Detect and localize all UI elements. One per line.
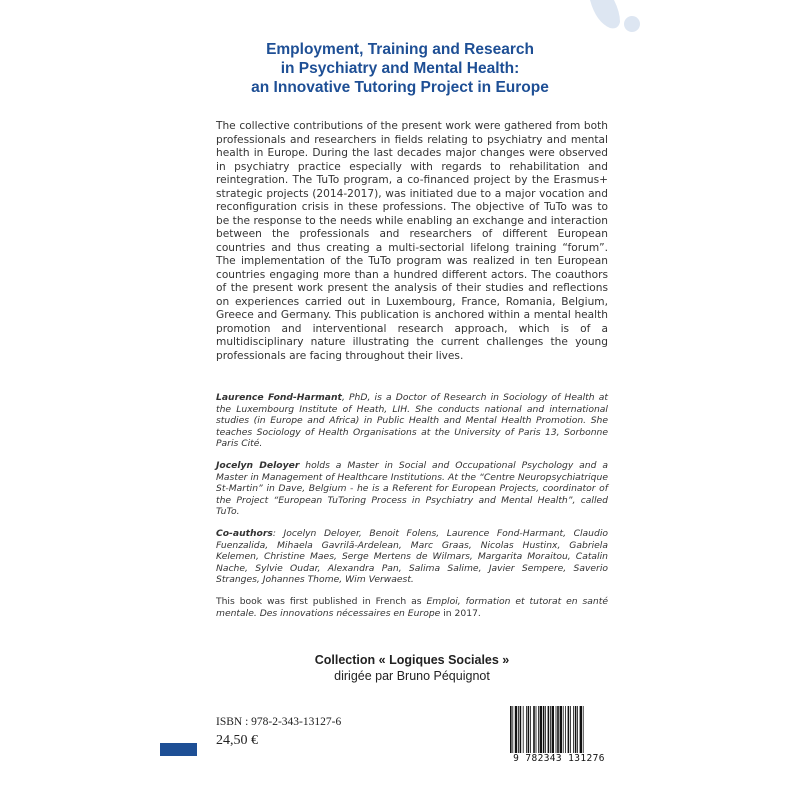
barcode-bar — [515, 706, 517, 754]
coauthors-text: : Jocelyn Deloyer, Benoit Folens, Laurence Fond-Harmant, Claudio Fuenzalida, Mihaela Gavrilă-Ardelean, Marc Graas, Nicolas Hustinx, Gabriela Kelemen, Christine Maes, Serge Mertens de Wilmars, Margarita Moraitou, Catalin Nache, Sylvie Oudar, Alexandra Pan, Salima Salime, Javier Sempere, Saverio Stranges, Johannes Thome, Wim Verwaest. — [216, 527, 608, 586]
barcode-bar — [530, 706, 531, 754]
decorative-logo-shape — [580, 0, 640, 40]
barcode-bars — [508, 706, 610, 754]
barcode-bar — [536, 706, 537, 754]
barcode-bar — [545, 706, 546, 754]
barcode-bar — [575, 706, 577, 754]
author-bio-text: holds a Master in Social and Occupational Psychology and a Master in Management of Healthcare Institutions. At the “Centre Neuropsychiatrique St-Martin” in Dave, Belgium - he is a Referent for European Projects, coordinator of the Project “European TuToring Process in Psychiatry and Mental Health”, called TuTo. — [216, 459, 609, 518]
barcode-bar — [570, 706, 571, 754]
author-bio-deloyer — [216, 460, 608, 518]
barcode-bar — [560, 706, 562, 754]
barcode-bar — [580, 706, 582, 754]
barcode-bar — [518, 706, 519, 754]
author-bios — [216, 392, 608, 619]
barcode-bar — [523, 706, 524, 754]
barcode-bar — [543, 706, 545, 754]
book-summary: The collective contributions of the present work were gathered from both professionals and researchers in fields relating to psychiatry and mental health in Europe. During the last decades major changes were observed in psychiatry practice especially with regards to rehabilitation and reintegration. The TuTo program, a co-financed project by the Erasmus+ strategic projects (2014-2017), was initiated due to a major vocation and reconfiguration crisis in these professions. The objective of TuTo was to be the response to the needs while enabling an exchange and interaction between the professionals and researchers of different European countries and thus creating a multi-sectorial lifelong training “forum”. The implementation of the TuTo program was realized in ten European countries engaging more than a hundred different actors. The coauthors of the present work present the analysis of their studies and reflections on experiences carried out in Luxembourg, France, Romania, Belgium, Greece and Germany. This publication is anchored within a mental health promotion and interventional research approach, which is of a multidisciplinary nature illustrating the current challenges the young professionals are facing throughout their lives. — [216, 120, 608, 362]
french-title: Emploi, formation et tutorat en santé mentale. Des innovations nécessaires en Europe — [216, 595, 609, 619]
barcode-bar — [528, 706, 530, 754]
barcode-bar — [557, 706, 559, 754]
first-published-note — [216, 596, 608, 619]
collection-director: dirigée par Bruno Péquignot — [334, 669, 490, 683]
price: 24,50 € — [216, 733, 258, 748]
barcode-bar — [548, 706, 550, 754]
barcode-number: 9 782343 131276 — [508, 753, 610, 765]
author-name: Jocelyn Deloyer — [216, 459, 300, 471]
author-name: Laurence Fond-Harmant — [216, 392, 342, 403]
book-title — [160, 40, 640, 97]
coauthors-list — [216, 528, 608, 586]
first-published-suffix: in 2017. — [440, 607, 481, 619]
barcode-bar — [510, 706, 512, 754]
barcode-bar — [533, 706, 535, 754]
author-bio-text: , PhD, is a Doctor of Research in Sociology of Health at the Luxembourg Institute of Heath, LIH. She conducts national and international studies (in Europe and Africa) in Public Health and Mental Health Promotion. She teaches Sociology of Health Organisations at the University of Paris 13, Sorbonne Paris Cité. — [216, 392, 608, 450]
barcode-bar — [512, 706, 513, 754]
author-bio-fond-harmant — [216, 392, 608, 450]
barcode-bar — [568, 706, 570, 754]
barcode-bar — [563, 706, 564, 754]
title-line: in Psychiatry and Mental Health: — [280, 60, 520, 77]
barcode — [508, 706, 610, 776]
barcode-bar — [540, 706, 542, 754]
isbn: ISBN : 978-2-343-13127-6 — [216, 716, 342, 728]
barcode-bar — [573, 706, 574, 754]
barcode-bar — [552, 706, 554, 754]
collection-info — [216, 652, 608, 684]
title-line: an Innovative Tutoring Project in Europe — [251, 79, 549, 96]
publisher-color-bar — [160, 743, 197, 756]
collection-name: Collection « Logiques Sociales » — [314, 653, 510, 667]
coauthors-label: Co-authors — [216, 527, 273, 539]
first-published-prefix: This book was first published in French as — [216, 595, 427, 607]
barcode-bar — [565, 706, 566, 754]
barcode-bar — [577, 706, 578, 754]
barcode-bar — [583, 706, 584, 754]
title-line: Employment, Training and Research — [266, 41, 534, 58]
barcode-bar — [520, 706, 522, 754]
barcode-bar — [556, 706, 557, 754]
barcode-bar — [550, 706, 551, 754]
barcode-bar — [526, 706, 527, 754]
barcode-bar — [538, 706, 539, 754]
